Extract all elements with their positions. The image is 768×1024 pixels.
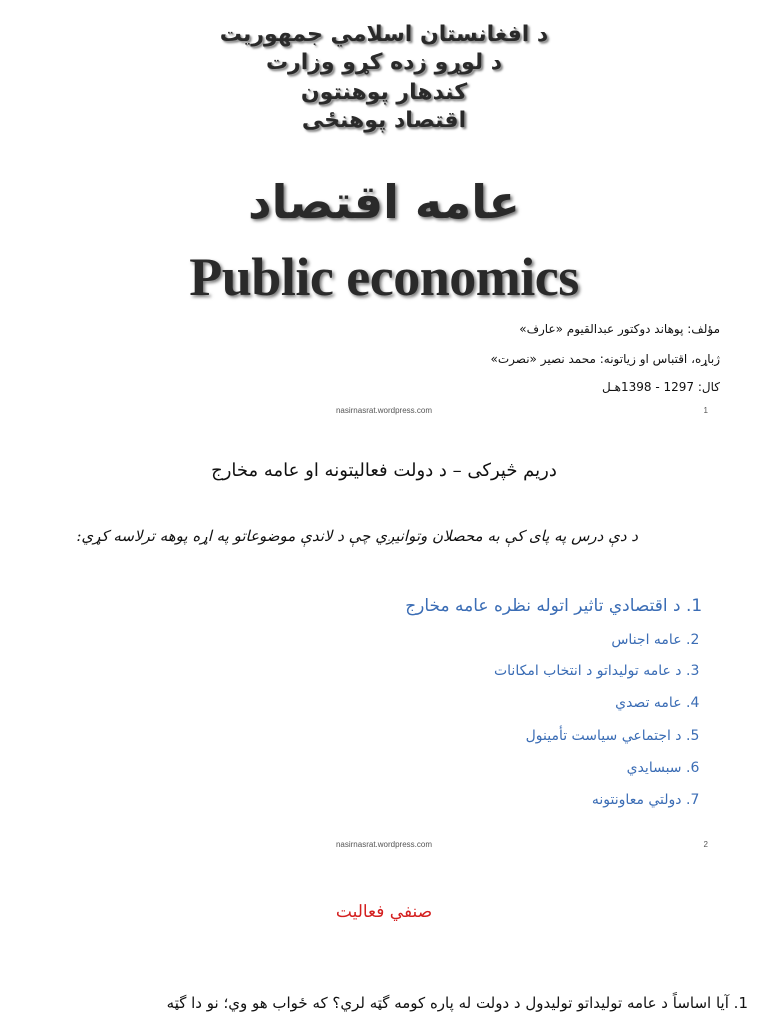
activity-title: صنفي فعالیت: [335, 902, 433, 922]
toc-item-number: 7.: [686, 792, 700, 808]
book-title-pashto: عامه اقتصاد: [248, 175, 520, 229]
toc-item: [592, 792, 708, 808]
header-line-republic: د افغانستان اسلامي جمهوریت: [219, 22, 549, 47]
author-line: مؤلف: پوهاند دوکتور عبدالقیوم «عارف»: [519, 322, 720, 336]
toc-item-number: 1.: [686, 596, 703, 616]
header-line-university: کندهار پوهنتون: [300, 80, 468, 105]
chapter-title: دریم څپرکی – د دولت فعالیتونه او عامه مخارج: [211, 460, 557, 481]
toc-item: [627, 760, 708, 776]
toc-item: [405, 596, 708, 616]
chapter-intro: د دې درس په پای کې به محصلان وتوانیږي چې د لاندې موضوعاتو په اړه پوهه ترلاسه کړي:: [76, 527, 638, 545]
toc-item-label: د اقتصادي تاثیر اتوله نظره عامه مخارج: [405, 596, 681, 616]
toc-item-number: 3.: [686, 663, 700, 679]
footer-page-number-2: 2: [703, 840, 708, 849]
footer-url-page-1: nasirnasrat.wordpress.com: [335, 406, 433, 415]
question-number: 1.: [733, 994, 748, 1012]
header-line-faculty: اقتصاد پوهنځی: [301, 108, 467, 133]
activity-question-1: [167, 994, 748, 1012]
header-line-ministry: د لوړو زده کړو وزارت: [265, 50, 503, 75]
toc-item-label: د اجتماعي سیاست تأمینول: [525, 728, 682, 744]
book-title-english: Public economics: [189, 247, 579, 307]
toc-item-label: د عامه تولیداتو د انتخاب امکانات: [493, 663, 682, 679]
toc-item: [526, 728, 708, 744]
footer-url-page-2: nasirnasrat.wordpress.com: [335, 840, 433, 849]
toc-item: [494, 663, 708, 679]
year-line: کال: 1297 - 1398هـل: [602, 380, 720, 394]
toc-item-number: 6.: [686, 760, 700, 776]
toc-item: [611, 632, 708, 648]
toc-item-number: 4.: [686, 695, 700, 711]
footer-page-number-1: 1: [703, 406, 708, 415]
toc-item-label: عامه اجناس: [611, 632, 682, 648]
toc-item-number: 5.: [686, 728, 700, 744]
toc-item-number: 2.: [686, 632, 700, 648]
toc-item-label: دولتي معاونتونه: [591, 792, 682, 808]
translator-line: ژباړه، اقتباس او زیاتونه: محمد نصیر «نصرت»: [490, 352, 720, 366]
toc-item-label: عامه تصدي: [615, 695, 682, 711]
question-text: آیا اساساً د عامه تولیداتو تولیدول د دولت له پاره کومه گټه لري؟ که ځواب هو وي؛ نو دا گټه: [166, 994, 729, 1012]
toc-item-label: سبسایدي: [626, 760, 682, 776]
toc-item: [615, 695, 708, 711]
